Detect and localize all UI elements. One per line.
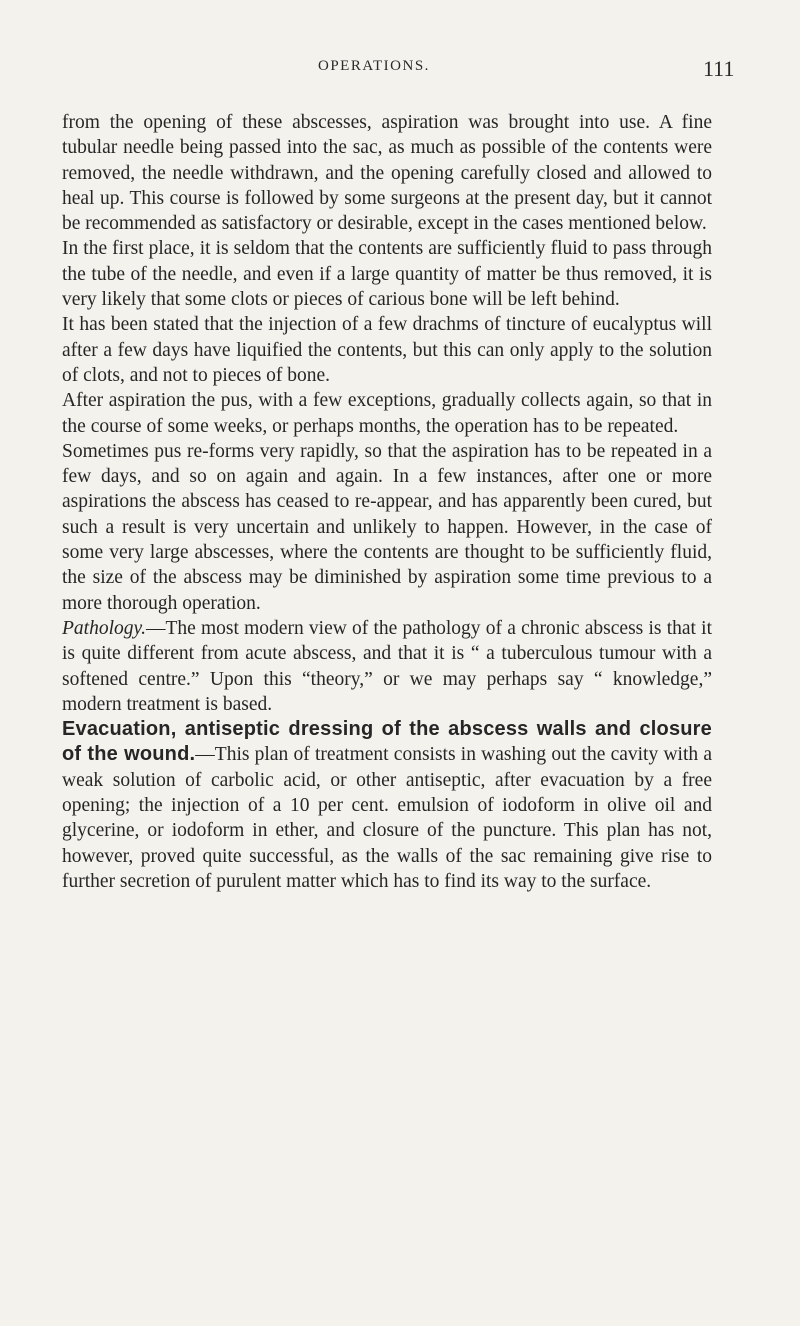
paragraph-aspiration-intro: from the opening of these abscesses, aspiration was brought into use. A fine tubular needle being passed into the sac, as much as possible of the contents were removed, the needle withdrawn, and the opening carefully closed and allowed to heal up. This course is followed by some surgeons at the present day, but it cannot be recommended as satisfactory or desirable, except in the cases mentioned below. <box>62 112 712 235</box>
paragraph-evacuation <box>62 717 712 894</box>
running-head: OPERATIONS. <box>318 58 430 74</box>
body-text <box>62 110 712 894</box>
page-number: 111 <box>703 56 735 81</box>
pathology-heading: Pathology. <box>62 617 146 639</box>
pathology-text: —The most modern view of the pathology of a chronic abscess is that it is quite different from acute abscess, and that it is “ a tuberculous tumour with a softened centre.” Upon this “theory,” or we may perhaps say “ knowledge,” modern treatment is based. <box>62 617 712 715</box>
paragraph-pathology <box>62 616 712 717</box>
paragraph-eucalyptus: It has been stated that the injection of a few drachms of tincture of eucalyptus will after a few days have liquified the contents, but this can only apply to the solution of clots, and not to pieces of bone. <box>62 314 712 386</box>
paragraph-first-place: In the first place, it is seldom that the contents are sufficiently fluid to pass through the tube of the needle, and even if a large quantity of matter be thus removed, it is very likely that some clots or pieces of carious bone will be left behind. <box>62 238 712 311</box>
paragraph-re-forms: Sometimes pus re-forms very rapidly, so that the aspiration has to be repeated in a few days, and so on again and again. In a few instances, after one or more aspirations the abscess has ceased to re-appear, and has apparently been cured, but such a result is very uncertain and unlikely to happen. However, in the case of some very large abscesses, where the contents are thought to be sufficiently fluid, the size of the abscess may be diminished by aspiration some time previous to a more thorough operation. <box>62 440 712 614</box>
paragraph-after-aspiration: After aspiration the pus, with a few exceptions, gradually collects again, so that in the course of some weeks, or perhaps months, the operation has to be repeated. <box>62 390 712 437</box>
evacuation-heading: Evacuation, antiseptic dressing of the abscess walls and closure of the wound. <box>62 718 712 766</box>
evacuation-text: —This plan of treatment consists in washing out the cavity with a weak solution of carbolic acid, or other antiseptic, after evacuation by a free opening; the injection of a 10 per cent. emulsion of iodoform in olive oil and glycerine, or iodoform in ether, and closure of the puncture. This plan has not, however, proved quite successful, as the walls of the sac remaining give rise to further secretion of purulent matter which has to find its way to the surface. <box>62 744 712 892</box>
